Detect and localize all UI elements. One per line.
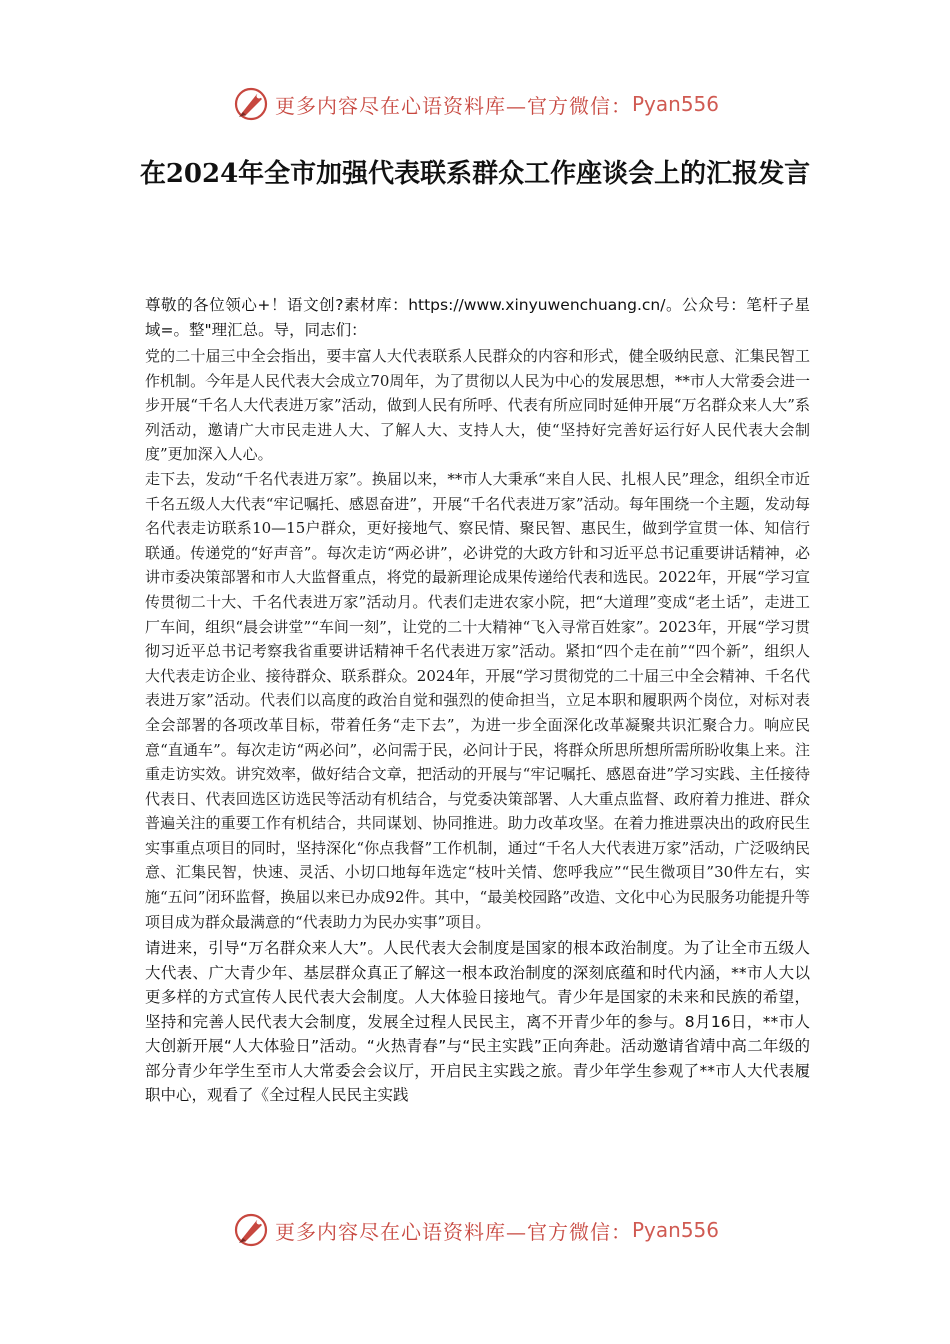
paragraph-invite-in: 请进来，引导“万名群众来人大”。人民代表大会制度是国家的根本政治制度。为了让全市五级人大代表、广大青少年、基层群众真正了解这一根本政治制度的深刻底蕴和时代内涵，**市人大以更多样的方式宣传人民代表大会制度。人大体验日接地气。青少年是国家的未来和民族的希望，坚持和完善人民代表大会制度，发展全过程人民民主，离不开青少年的参与。8月16日，**市人大创新开展“人大体验日”活动。“火热青春”与“民主实践”正向奔赴。活动邀请省靖中高二年级的部分青少年学生至市人大常委会会议厅，开启民主实践之旅。青少年学生参观了**市人大代表履职中心，观看了《全过程人民民主实践 <box>145 939 810 1105</box>
paragraph-go-down: 走下去，发动“千名代表进万家”。换届以来，**市人大秉承“来自人民、扎根人民”理念，组织全市近千名五级人大代表“牢记嘱托、感恩奋进”，开展“千名代表进万家”活动。每年围绕一个主题，发动每名代表走访联系10—15户群众，更好接地气、察民情、聚民智、惠民生，做到学宣贯一体、知信行联通。传递党的“好声音”。每次走访“两必讲”，必讲党的大政方针和习近平总书记重要讲话精神，必讲市委决策部署和市人大监督重点，将党的最新理论成果传递给代表和选民。2022年，开展“学习宣传贯彻二十大、千名代表进万家”活动月。代表们走进农家小院，把“大道理”变成“老土话”，走进工厂车间，组织“晨会讲堂”“车间一刻”，让党的二十大精神“飞入寻常百姓家”。2023年，开展“学习贯彻习近平总书记考察我省重要讲话精神千名代表进万家”活动。紧扣“四个走在前”“四个新”，组织人大代表走访企业、接待群众、联系群众。2024年，开展“学习贯彻党的二十届三中全会精神、千名代表进万家”活动。代表们以高度的政治自觉和强烈的使命担当，立足本职和履职两个岗位，对标对表全会部署的各项改革目标，带着任务“走下去”，为进一步全面深化改革凝聚共识汇聚合力。响应民意“直通车”。每次走访“两必问”，必问需于民，必问计于民，将群众所思所想所需所盼收集上来。注重走访实效。讲究效率，做好结合文章，把活动的开展与“牢记嘱托、感恩奋进”学习实践、主任接待代表日、代表回选区访选民等活动有机结合，与党委决策部署、人大重点监督、政府着力推进、群众普遍关注的重要工作有机结合，共同谋划、协同推进。助力改革攻坚。在着力推进票决出的政府民生实事重点项目的同时，坚持深化“你点我督”工作机制，通过“千名人大代表进万家”活动，广泛吸纳民意、汇集民智，快速、灵活、小切口地每年选定“枝叶关情、您呼我应”“民生微项目”30件左右，实施“五问”闭环监督，换届以来已办成92件。其中，“最美校园路”改造、文化中心为民服务功能提升等项目成为群众最满意的“代表助力为民办实事”项目。 <box>145 469 810 931</box>
banner-wechat-id: Pyan556 <box>631 1218 719 1242</box>
banner-text: 更多内容尽在心语资料库—官方微信： <box>274 93 632 118</box>
footer-watermark-banner <box>0 1206 950 1254</box>
pen-nib-logo-icon <box>231 1210 271 1250</box>
document-body <box>145 293 810 1108</box>
header-watermark-banner <box>0 80 950 128</box>
paragraph-intro: 党的二十届三中全会指出，要丰富人大代表联系人民群众的内容和形式，健全吸纳民意、汇集民智工作机制。今年是人民代表大会成立70周年，为了贯彻以人民为中心的发展思想，**市人大常委会进一步开展“千名人大代表进万家”活动，做到人民有所呼、代表有所应同时延伸开展“万名群众来人大”系列活动，邀请广大市民走进人大、了解人大、支持人大，使“坚持好完善好运行好人民代表大会制度”更加深入人心。 <box>145 347 810 464</box>
paragraph-greeting: 尊敬的各位领心+！语文创?素材库：https://www.xinyuwenchuang.cn/。公众号：笔杆子星域=。整"理汇总。导，同志们： <box>145 296 810 339</box>
document-title: 在2024年全市加强代表联系群众工作座谈会上的汇报发言 <box>139 159 811 189</box>
pen-nib-logo-icon <box>231 84 271 124</box>
banner-wechat-id: Pyan556 <box>631 92 719 116</box>
banner-text: 更多内容尽在心语资料库—官方微信： <box>274 1219 632 1244</box>
